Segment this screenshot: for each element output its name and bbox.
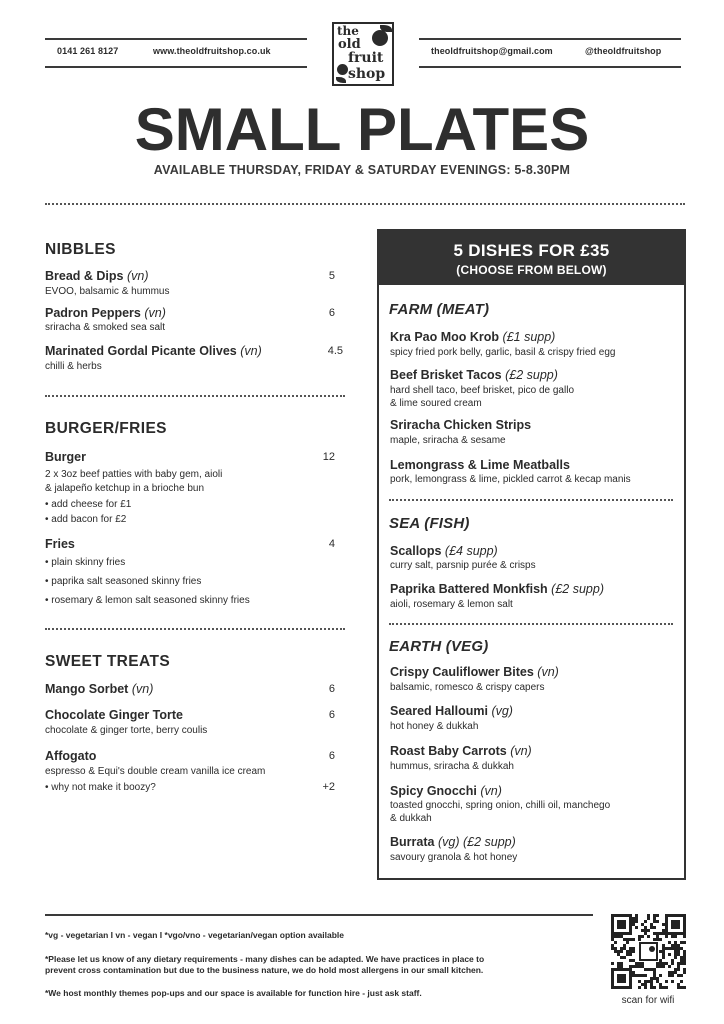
menu-item-name: Marinated Gordal Picante Olives (vn) <box>45 344 262 358</box>
menu-item-description: & jalapeño ketchup in a brioche bun <box>45 483 205 494</box>
qr-module <box>665 935 668 938</box>
qr-module <box>674 956 677 959</box>
supplement-tag: (£1 supp) <box>502 330 556 344</box>
qr-module <box>647 917 650 920</box>
menu-item-description: espresso & Equi's double cream vanilla ice cream <box>45 766 266 777</box>
deal-item-description: balsamic, romesco & crispy capers <box>390 682 545 693</box>
qr-module <box>683 986 686 989</box>
qr-label: scan for wifi <box>621 995 675 1006</box>
header-rule-bottom-right <box>419 66 681 68</box>
qr-module <box>659 938 662 941</box>
deal-item-description: hummus, sriracha & dukkah <box>390 761 514 772</box>
qr-module <box>626 941 629 944</box>
deal-item-name: Spicy Gnocchi (vn) <box>390 784 502 798</box>
addon-option: • add cheese for £1 <box>45 499 132 510</box>
qr-module <box>641 935 644 938</box>
logo-word-the: the <box>337 24 359 38</box>
divider-dotted <box>389 623 673 625</box>
qr-module <box>665 986 668 989</box>
diet-tag: (vn) <box>126 269 149 283</box>
deal-item-name: Burrata (vg) (£2 supp) <box>390 835 516 849</box>
qr-module <box>623 956 626 959</box>
supplement-tag: (£2 supp) <box>551 582 604 596</box>
qr-module <box>683 941 686 944</box>
divider-dotted <box>45 628 345 630</box>
deal-item-description: maple, sriracha & sesame <box>390 435 506 446</box>
fries-option: • paprika salt seasoned skinny fries <box>45 576 202 587</box>
qr-module <box>620 950 623 953</box>
qr-module <box>656 920 659 923</box>
section-heading-nibbles: NIBBLES <box>45 241 116 258</box>
addon-option: • add bacon for £2 <box>45 514 127 525</box>
logo-fruit-icon <box>372 30 388 46</box>
deal-item-name: Lemongrass & Lime Meatballs <box>390 458 570 472</box>
qr-module <box>677 968 680 971</box>
qr-module <box>638 986 641 989</box>
deal-item-description: curry salt, parsnip purée & crisps <box>390 560 536 571</box>
header-rule-bottom-left <box>45 66 307 68</box>
section-heading-burger-fries: BURGER/FRIES <box>45 420 167 437</box>
deal-item-name: Scallops (£4 supp) <box>390 544 498 558</box>
menu-item-price: 6 <box>328 683 335 695</box>
menu-item-price: 5 <box>328 270 335 282</box>
qr-module <box>662 965 665 968</box>
menu-item-name: Fries <box>45 537 75 551</box>
deal-item-description: toasted gnocchi, spring onion, chilli oil, manchego <box>390 800 611 811</box>
qr-module <box>644 974 647 977</box>
menu-item-price: 6 <box>328 709 335 721</box>
deal-item-description: aioli, rosemary & lemon salt <box>390 599 513 610</box>
menu-item-description: sriracha & smoked sea salt <box>45 322 166 333</box>
qr-module <box>629 986 632 989</box>
qr-module <box>683 962 686 965</box>
qr-module <box>659 974 662 977</box>
deal-item-description: spicy fried pork belly, garlic, basil & crispy fried egg <box>390 347 616 358</box>
qr-module <box>647 935 650 938</box>
deal-header <box>379 231 684 285</box>
fries-option: • plain skinny fries <box>45 557 126 568</box>
menu-item-description: EVOO, balsamic & hummus <box>45 286 170 297</box>
menu-item-name: Bread & Dips (vn) <box>45 269 149 283</box>
divider-dotted <box>45 203 685 205</box>
menu-item-name: Chocolate Ginger Torte <box>45 708 183 722</box>
qr-module <box>611 962 614 965</box>
menu-item-name: Affogato <box>45 749 97 763</box>
section-heading-sweet-treats: SWEET TREATS <box>45 653 171 670</box>
section-heading-earth: EARTH (VEG) <box>389 638 489 655</box>
qr-module <box>644 986 647 989</box>
diet-key-note: *vg - vegetarian I vn - vegan I *vgo/vno - vegetarian/vegan option available <box>45 930 345 940</box>
deal-item-name: Beef Brisket Tacos (£2 supp) <box>390 368 558 382</box>
menu-item-description: 2 x 3oz beef patties with baby gem, aioli <box>45 469 223 480</box>
dietary-note: prevent cross contamination but due to the business nature, we do hold most allergens in our small kitchen. <box>45 965 484 975</box>
addon-price: +2 <box>322 781 335 793</box>
qr-module <box>629 932 632 935</box>
qr-module <box>629 953 632 956</box>
qr-center-fruit-icon <box>649 946 655 952</box>
qr-module <box>677 926 680 929</box>
qr-module <box>623 926 626 929</box>
qr-module <box>665 980 668 983</box>
qr-module <box>656 914 659 917</box>
deal-item-description: & dukkah <box>390 813 432 824</box>
qr-module <box>668 953 671 956</box>
qr-module <box>671 974 674 977</box>
deal-item-name: Roast Baby Carrots (vn) <box>390 744 532 758</box>
menu-item-name: Padron Peppers (vn) <box>45 306 166 320</box>
deal-item-name: Seared Halloumi (vg) <box>390 704 513 718</box>
qr-module <box>653 926 656 929</box>
logo-word-fruit: fruit <box>348 50 384 66</box>
qr-module <box>680 980 683 983</box>
diet-tag: (vn) <box>131 682 154 696</box>
deal-item-name: Crispy Cauliflower Bites (vn) <box>390 665 559 679</box>
deal-item-name: Paprika Battered Monkfish (£2 supp) <box>390 582 604 596</box>
deal-item-description: hot honey & dukkah <box>390 721 479 732</box>
qr-module <box>662 956 665 959</box>
logo <box>332 22 394 86</box>
qr-module <box>614 941 617 944</box>
diet-tag: (vn) <box>480 784 502 798</box>
supplement-tag: (£4 supp) <box>444 544 498 558</box>
menu-item-price: 12 <box>322 451 335 463</box>
diet-tag: (vn) <box>510 744 532 758</box>
logo-fruit-icon <box>337 64 348 75</box>
deal-subtitle: (CHOOSE FROM BELOW) <box>456 263 607 277</box>
qr-module <box>683 971 686 974</box>
fries-option: • rosemary & lemon salt seasoned skinny fries <box>45 595 250 606</box>
deal-item-description: pork, lemongrass & lime, pickled carrot & kecap manis <box>390 474 631 485</box>
qr-module <box>632 938 635 941</box>
diet-tag: (vn) <box>144 306 166 320</box>
menu-item-description: chocolate & ginger torte, berry coulis <box>45 725 208 736</box>
header-rule-top-left <box>45 38 307 40</box>
menu-item-price: 4.5 <box>327 345 343 357</box>
dietary-note: *Please let us know of any dietary requirements - many dishes can be adapted. We have practices in place to <box>45 954 485 964</box>
section-heading-farm: FARM (MEAT) <box>389 301 490 318</box>
deal-item-description: savoury granola & hot honey <box>390 852 518 863</box>
social-handle[interactable]: @theoldfruitshop <box>585 46 662 56</box>
supplement-tag: (£2 supp) <box>505 368 558 382</box>
deal-title: 5 DISHES FOR £35 <box>453 241 610 260</box>
addon-option: • why not make it boozy? <box>45 782 156 793</box>
qr-module <box>680 974 683 977</box>
qr-module <box>674 935 677 938</box>
deal-item-description: & lime soured cream <box>390 398 482 409</box>
qr-module <box>635 920 638 923</box>
diet-tag: (vn) <box>537 665 559 679</box>
deal-item-name: Sriracha Chicken Strips <box>390 418 532 432</box>
qr-module <box>671 962 674 965</box>
diet-tag: (vg) <box>491 704 513 718</box>
qr-module <box>668 965 671 968</box>
deal-item-description: hard shell taco, beef brisket, pico de gallo <box>390 385 574 396</box>
qr-module <box>638 938 641 941</box>
website-link[interactable]: www.theoldfruitshop.co.uk <box>153 46 271 56</box>
page-subtitle: AVAILABLE THURSDAY, FRIDAY & SATURDAY EVENINGS: 5-8.30PM <box>153 163 571 177</box>
qr-module <box>647 929 650 932</box>
qr-module <box>632 950 635 953</box>
qr-module <box>644 920 647 923</box>
diet-tag: (vg) (£2 supp) <box>437 835 516 849</box>
menu-item-name: Burger <box>45 450 86 464</box>
qr-module <box>671 980 674 983</box>
email-link[interactable]: theoldfruitshop@gmail.com <box>431 46 553 56</box>
menu-item-name: Mango Sorbet (vn) <box>45 682 154 696</box>
logo-word-shop: shop <box>348 66 386 82</box>
qr-module <box>623 980 626 983</box>
menu-item-price: 4 <box>328 538 335 550</box>
deal-item-name: Kra Pao Moo Krob (£1 supp) <box>390 330 556 344</box>
qr-module <box>653 986 656 989</box>
qr-module <box>683 935 686 938</box>
footer-rule <box>45 914 593 916</box>
menu-item-price: 6 <box>328 750 335 762</box>
diet-tag: (vn) <box>240 344 262 358</box>
header-rule-top-right <box>419 38 681 40</box>
logo-word-old: old <box>338 37 361 52</box>
events-note: *We host monthly themes pop-ups and our space is available for function hire - just ask staff. <box>45 988 422 998</box>
section-heading-sea: SEA (FISH) <box>389 515 470 532</box>
menu-item-price: 6 <box>328 307 335 319</box>
logo-leaf-icon <box>336 77 346 83</box>
menu-item-description: chilli & herbs <box>45 361 102 372</box>
phone-number[interactable]: 0141 261 8127 <box>57 46 119 56</box>
qr-module <box>635 926 638 929</box>
qr-center-logo-icon <box>639 942 658 961</box>
divider-dotted <box>389 499 673 501</box>
wifi-qr-code[interactable] <box>611 914 686 989</box>
page-title: SMALL PLATES <box>134 96 590 163</box>
divider-dotted <box>45 395 345 397</box>
